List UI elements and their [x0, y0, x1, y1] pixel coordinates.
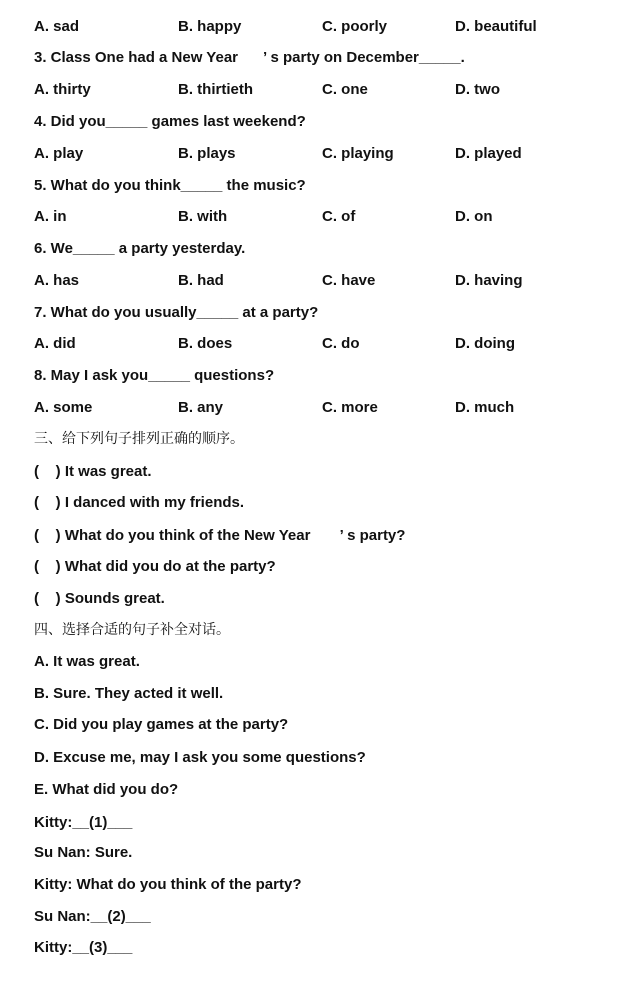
text-line: ( ) Sounds great.: [34, 590, 165, 607]
text-line: Su Nan:__(2)___: [34, 908, 151, 925]
answer-option-b: B. with: [178, 208, 228, 225]
answer-option-b: B. had: [178, 272, 224, 289]
section-heading: 四、选择合适的句子补全对话。: [34, 622, 230, 638]
answer-option-c: C. more: [322, 399, 378, 416]
answer-option-c: C. of: [322, 208, 356, 225]
text-line: A. It was great.: [34, 653, 140, 670]
answer-option-d: D. on: [455, 208, 493, 225]
answer-option-c: C. one: [322, 81, 368, 98]
section-heading: 三、给下列句子排列正确的顺序。: [34, 431, 244, 447]
text-line: E. What did you do?: [34, 781, 179, 798]
answer-option-a: A. has: [34, 272, 80, 289]
answer-option-d: D. doing: [455, 335, 515, 352]
text-line: 7. What do you usually_____ at a party?: [34, 304, 319, 321]
answer-option-b: B. does: [178, 335, 233, 352]
text-line: 3. Class One had a New Year ’ s party on December_____.: [34, 49, 465, 66]
text-line: 8. May I ask you_____ questions?: [34, 367, 275, 384]
answer-option-c: C. do: [322, 335, 360, 352]
text-line: ( ) What did you do at the party?: [34, 558, 276, 575]
answer-option-b: B. thirtieth: [178, 81, 253, 98]
answer-option-a: A. some: [34, 399, 93, 416]
answer-option-a: A. sad: [34, 18, 80, 35]
answer-option-d: D. two: [455, 81, 500, 98]
text-line: 4. Did you_____ games last weekend?: [34, 113, 306, 130]
answer-option-a: A. play: [34, 145, 84, 162]
answer-option-c: C. playing: [322, 145, 394, 162]
answer-option-b: B. any: [178, 399, 224, 416]
answer-option-d: D. played: [455, 145, 522, 162]
text-line: C. Did you play games at the party?: [34, 716, 289, 733]
text-line: Su Nan: Sure.: [34, 844, 133, 861]
answer-option-a: A. in: [34, 208, 67, 225]
text-line: 5. What do you think_____ the music?: [34, 177, 306, 194]
answer-option-d: D. having: [455, 272, 523, 289]
text-line: B. Sure. They acted it well.: [34, 685, 224, 702]
text-line: 6. We_____ a party yesterday.: [34, 240, 246, 257]
answer-option-b: B. plays: [178, 145, 236, 162]
answer-option-a: A. thirty: [34, 81, 91, 98]
answer-option-a: A. did: [34, 335, 76, 352]
text-line: ( ) What do you think of the New Year ’ s party?: [34, 527, 406, 544]
answer-option-d: D. beautiful: [455, 18, 537, 35]
text-line: Kitty:__(3)___: [34, 939, 133, 956]
answer-option-b: B. happy: [178, 18, 242, 35]
text-line: Kitty: What do you think of the party?: [34, 876, 302, 893]
text-line: ( ) I danced with my friends.: [34, 494, 245, 511]
answer-option-d: D. much: [455, 399, 515, 416]
answer-option-c: C. have: [322, 272, 376, 289]
text-line: ( ) It was great.: [34, 463, 152, 480]
text-line: D. Excuse me, may I ask you some questions?: [34, 749, 366, 766]
text-line: Kitty:__(1)___: [34, 814, 133, 831]
answer-option-c: C. poorly: [322, 18, 388, 35]
